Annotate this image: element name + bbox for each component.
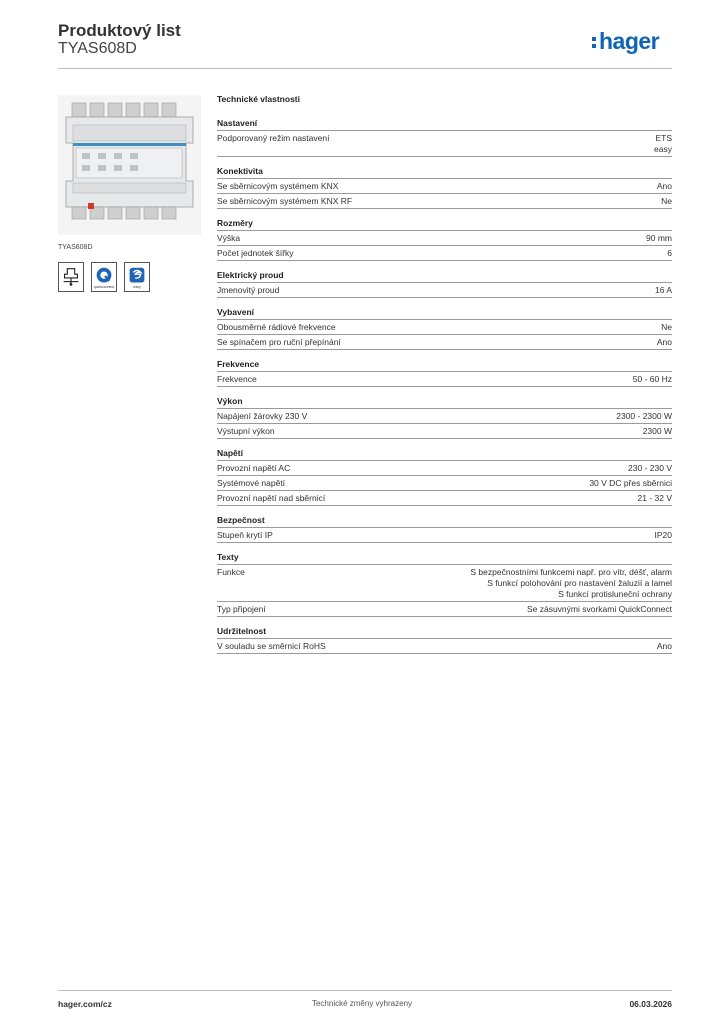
- technical-specs: [217, 94, 672, 663]
- spec-value: [646, 233, 672, 244]
- spec-group-title: Napětí: [217, 448, 672, 461]
- quickconnect-label: quickconnect: [93, 285, 115, 289]
- quickconnect-icon: [91, 262, 117, 292]
- spec-row: [217, 372, 672, 387]
- header-divider: [58, 68, 672, 69]
- spec-group-title: Elektrický proud: [217, 270, 672, 283]
- logo-dots-icon: [592, 34, 597, 51]
- spec-key: Se spínačem pro ruční přepínání: [217, 337, 341, 347]
- footer-divider: [58, 990, 672, 991]
- spec-row: [217, 461, 672, 476]
- spec-row: [217, 194, 672, 209]
- spec-value: [667, 248, 672, 259]
- spec-key: Frekvence: [217, 374, 257, 384]
- spec-value-line: S bezpečnostními funkcemi např. pro vítr, déšť, alarm: [470, 567, 672, 577]
- spec-value: [643, 426, 672, 437]
- spec-group: [217, 448, 672, 506]
- spec-row: [217, 528, 672, 543]
- spec-row: [217, 179, 672, 194]
- spec-value: [628, 463, 672, 474]
- logo-text: hager: [599, 28, 660, 54]
- spec-group: [217, 626, 672, 654]
- spec-group: [217, 166, 672, 209]
- spec-value: [661, 196, 672, 207]
- spec-group-title: Nastavení: [217, 118, 672, 131]
- spec-key: Podporovaný režim nastavení: [217, 133, 330, 143]
- spec-group: [217, 396, 672, 439]
- product-badges: [58, 262, 150, 292]
- spec-key: Počet jednotek šířky: [217, 248, 294, 258]
- spec-group-title: Výkon: [217, 396, 672, 409]
- spec-key: Typ připojení: [217, 604, 266, 614]
- spec-key: Napájení žárovky 230 V: [217, 411, 308, 421]
- spec-value-line: 2300 W: [642, 426, 672, 436]
- spec-value-line: easy: [654, 144, 672, 154]
- spec-key: Výstupní výkon: [217, 426, 275, 436]
- spec-group-title: Rozměry: [217, 218, 672, 231]
- spec-row: [217, 409, 672, 424]
- spec-value-line: 90 mm: [646, 233, 672, 243]
- spec-value-line: ETS: [655, 133, 672, 143]
- product-image: [58, 95, 201, 235]
- product-caption: TYAS608D: [58, 244, 93, 251]
- spec-row: [217, 246, 672, 261]
- spec-value-line: 230 - 230 V: [628, 463, 672, 473]
- spec-row: [217, 320, 672, 335]
- spec-group: [217, 552, 672, 617]
- spec-key: Funkce: [217, 567, 245, 577]
- spec-group-title: Konektivita: [217, 166, 672, 179]
- product-code: TYAS608D: [58, 40, 137, 57]
- spec-key: Provozní napětí nad sběrnicí: [217, 493, 326, 503]
- page-title: Produktový list: [58, 21, 181, 40]
- spec-groups: [217, 118, 672, 654]
- spec-key: Obousměrné rádiové frekvence: [217, 322, 336, 332]
- spec-group: [217, 359, 672, 387]
- spec-value: [633, 374, 672, 385]
- spec-value: [616, 411, 672, 422]
- spec-row: [217, 565, 672, 602]
- spec-value-line: 2300 - 2300 W: [616, 411, 672, 421]
- spec-row: [217, 491, 672, 506]
- spec-value-line: Ano: [656, 337, 672, 347]
- spec-value-line: Se zásuvnými svorkami QuickConnect: [526, 604, 672, 614]
- spec-group-title: Bezpečnost: [217, 515, 672, 528]
- spec-group-title: Vybavení: [217, 307, 672, 320]
- spec-row: [217, 424, 672, 439]
- spec-row: [217, 602, 672, 617]
- spec-value-line: Ano: [656, 641, 672, 651]
- spec-row: [217, 639, 672, 654]
- spec-value-line: S funkcí polohování pro nastavení žaluzií a lamel: [487, 578, 672, 588]
- spec-value: [589, 478, 672, 489]
- spec-value-line: 16 A: [654, 285, 672, 295]
- spec-key: Jmenovitý proud: [217, 285, 280, 295]
- spec-group-title: Texty: [217, 552, 672, 565]
- spec-row: [217, 476, 672, 491]
- spec-group: [217, 515, 672, 543]
- spec-group: [217, 307, 672, 350]
- spec-value-line: Ne: [661, 322, 672, 332]
- spec-row: [217, 231, 672, 246]
- spec-value: [638, 493, 673, 504]
- spec-group: [217, 118, 672, 157]
- spec-value: [654, 133, 672, 155]
- easy-icon: [124, 262, 150, 292]
- spec-value-line: 50 - 60 Hz: [632, 374, 672, 384]
- spec-group-title: Udržitelnost: [217, 626, 672, 639]
- spec-value-line: Ne: [661, 196, 672, 206]
- spec-group: [217, 270, 672, 298]
- footer-disclaimer: Technické změny vyhrazeny: [311, 999, 413, 1008]
- hager-logo: [592, 28, 659, 55]
- spec-value: [657, 181, 672, 192]
- spec-group: [217, 218, 672, 261]
- specs-title: Technické vlastnosti: [217, 94, 300, 104]
- spec-row: [217, 283, 672, 298]
- footer-website[interactable]: hager.com/cz: [58, 999, 112, 1009]
- spec-value: [657, 337, 672, 348]
- footer-date: 06.03.2026: [629, 999, 672, 1009]
- spec-value-line: IP20: [654, 530, 672, 540]
- spec-key: Systémové napětí: [217, 478, 286, 488]
- spec-row: [217, 335, 672, 350]
- spec-group-title: Frekvence: [217, 359, 672, 372]
- spec-row: [217, 131, 672, 157]
- spec-value-line: Ano: [656, 181, 672, 191]
- spec-value: [661, 322, 672, 333]
- spec-key: Se sběrnicovým systémem KNX RF: [217, 196, 353, 206]
- spec-value: [527, 604, 672, 615]
- spec-value-line: 30 V DC přes sběrnici: [589, 478, 672, 488]
- spec-key: Se sběrnicovým systémem KNX: [217, 181, 339, 191]
- din-rail-mount-icon: [58, 262, 84, 292]
- din-rail-device-icon: [58, 95, 201, 235]
- spec-key: V souladu se směrnicí RoHS: [217, 641, 326, 651]
- spec-value: [657, 641, 672, 652]
- spec-value: [470, 567, 672, 600]
- easy-label: easy: [133, 285, 141, 289]
- spec-value-line: 21 - 32 V: [637, 493, 672, 503]
- spec-value-line: 6: [667, 248, 672, 258]
- spec-value-line: S funkcí protisluneční ochrany: [558, 589, 672, 599]
- spec-key: Výška: [217, 233, 241, 243]
- spec-key: Stupeň krytí IP: [217, 530, 273, 540]
- spec-value: [655, 285, 672, 296]
- spec-value: [655, 530, 673, 541]
- spec-key: Provozní napětí AC: [217, 463, 291, 473]
